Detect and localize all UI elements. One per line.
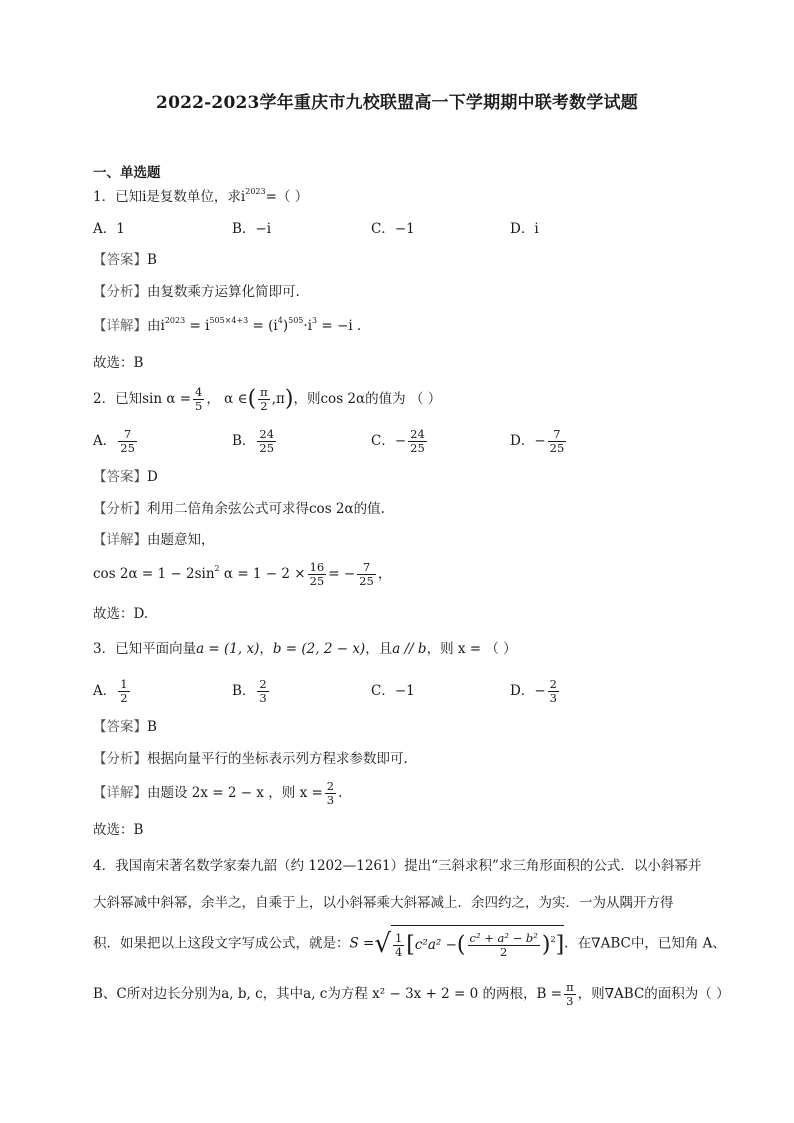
q4-quarter-frac xyxy=(393,932,404,959)
q2-option-b-frac xyxy=(257,428,276,455)
q2-stem-b: ， α ∈ xyxy=(206,391,248,407)
q2-option-d xyxy=(510,428,568,455)
q2-stem-c: ,π xyxy=(271,391,285,407)
q2-formula-f1-num: 16 xyxy=(309,560,325,574)
q1-answer-value: B xyxy=(147,252,157,268)
q1-option-a: A．1 xyxy=(93,221,125,237)
q2-formula-frac2 xyxy=(357,561,376,588)
q1-option-c: C．−1 xyxy=(371,221,415,237)
q1-detail-sup4: 505 xyxy=(288,316,304,325)
page-title: 2022-2023学年重庆市九校联盟高一下学期期中联考数学试题 xyxy=(156,93,638,113)
q2-stem-d: ，则cos 2α的值为 （ ） xyxy=(293,391,442,407)
q4-line4-frac xyxy=(564,981,576,1008)
q2-formula-f1-den: 25 xyxy=(309,574,325,588)
q1-detail-sup1: 2023 xyxy=(164,316,186,325)
q4-line-2: 大斜幂减中斜幂，余半之，自乘于上，以小斜幂乘大斜幂减上．余四约之，为实．一为从隅开方得 xyxy=(93,895,674,911)
q4-line3-b: ．在∇ABC中，已知角 A、 xyxy=(564,935,726,952)
q2-option-c-frac xyxy=(408,428,427,455)
q2-option-d-frac xyxy=(548,428,567,455)
q3-stem-a: 3．已知平面向量 xyxy=(93,641,197,657)
q2-formula-a: cos 2α = 1 − 2sin xyxy=(93,566,215,582)
q2-formula-sup: 2 xyxy=(214,564,220,573)
q3-detail xyxy=(93,780,342,807)
q2-option-a-label: A． xyxy=(93,433,117,449)
q3-option-d-label: D．− xyxy=(510,683,546,699)
q3-option-a-frac xyxy=(118,678,129,705)
q4-line3-a: 积．如果把以上这段文字写成公式，就是： xyxy=(93,935,350,952)
q3-detail-frac xyxy=(325,780,336,807)
section-heading: 一、单选题 xyxy=(93,165,161,181)
q4-left-bracket: [ xyxy=(406,932,415,958)
q2-formula-b: α = 1 − 2 × xyxy=(219,566,306,582)
q3-parallel: a // b xyxy=(392,641,427,657)
q1-detail-sup5: 3 xyxy=(312,316,318,325)
q2-optB-num: 24 xyxy=(259,427,275,441)
q2-left-paren: ( xyxy=(247,386,257,412)
question-2-stem xyxy=(93,386,441,413)
q4-left-paren: ( xyxy=(456,932,466,958)
q3-option-d-frac xyxy=(548,678,559,705)
q3-option-b-label: B． xyxy=(232,683,256,699)
q2-formula-c: = − xyxy=(328,566,356,582)
q1-analysis-text: 由复数乘方运算化简即可. xyxy=(147,284,300,300)
q2-option-b-label: B． xyxy=(232,433,256,449)
q2-frac1-den: 5 xyxy=(195,399,203,413)
q2-right-paren: ) xyxy=(284,386,294,412)
q1-option-d: D．i xyxy=(510,221,539,237)
q1-analysis-tag: 【分析】 xyxy=(93,284,147,300)
q4-line4-num: π xyxy=(566,980,574,994)
q1-stem-text: 1．已知i是复数单位，求i xyxy=(93,189,246,205)
q4-line4-a: B、C所对边长分别为a, b, c，其中a, c为方程 x² − 3x + 2 = 0 的两根，B = xyxy=(93,986,563,1002)
q3-choose: 故选：B xyxy=(93,822,144,838)
q1-answer-tag: 【答案】 xyxy=(93,252,147,268)
q2-detail-tag: 【详解】 xyxy=(93,532,147,548)
q2-formula-f2-num: 7 xyxy=(357,561,376,575)
q3-optD-den: 3 xyxy=(549,691,557,705)
q4-quarter-num: 1 xyxy=(394,931,403,945)
q2-option-b xyxy=(232,428,278,455)
q3-answer-tag: 【答案】 xyxy=(93,719,147,735)
q4-big-num: c² + a² − b² xyxy=(469,931,538,945)
q1-detail-d: ) xyxy=(282,318,289,334)
q2-option-a-frac xyxy=(118,428,137,455)
q3-option-b-frac xyxy=(257,678,268,705)
q2-choose: 故选：D. xyxy=(93,606,149,622)
sqrt-icon: √ xyxy=(374,928,391,959)
q2-optB-den: 25 xyxy=(259,441,275,455)
q2-optD-den: 25 xyxy=(549,441,565,455)
q4-line4-b: ，则∇ABC的面积为（ ） xyxy=(577,986,730,1002)
q3-stem-b: ，且 xyxy=(365,641,393,657)
q2-frac-pi-2 xyxy=(258,386,270,413)
q3-option-c: C．−1 xyxy=(371,683,415,699)
q4-formula-inner: c²a² − xyxy=(414,937,457,953)
q3-option-a xyxy=(93,678,132,705)
q1-answer xyxy=(93,250,157,270)
question-3-stem xyxy=(93,639,517,659)
q2-answer xyxy=(93,467,158,487)
q1-detail-sup3: 4 xyxy=(277,316,283,325)
q2-answer-tag: 【答案】 xyxy=(93,469,147,485)
q3-detail-num: 2 xyxy=(326,779,335,793)
q3-analysis xyxy=(93,749,408,769)
q2-formula-frac1 xyxy=(308,561,327,588)
q2-detail xyxy=(93,530,215,550)
q4-line-4 xyxy=(93,981,730,1008)
q4-right-bracket: ] xyxy=(555,932,565,958)
q3-detail-a: 由题设 2x = 2 − x ，则 x = xyxy=(147,785,323,801)
q3-option-b xyxy=(232,678,271,705)
q2-analysis-text: 利用二倍角余弦公式可求得cos 2α的值. xyxy=(147,501,385,517)
q4-formula-s: S = xyxy=(349,935,375,952)
q2-formula-d: ， xyxy=(377,566,392,582)
q2-formula-f2-den: 25 xyxy=(359,574,374,588)
q1-stem-exponent: 2023 xyxy=(245,187,266,196)
q2-stem-a: 2．已知sin α = xyxy=(93,391,192,407)
q3-option-d xyxy=(510,678,561,705)
q3-detail-den: 3 xyxy=(326,793,335,807)
q2-frac2-den: 2 xyxy=(260,399,268,413)
q2-answer-value: D xyxy=(147,469,158,485)
q1-option-b: B．−i xyxy=(232,221,272,237)
q4-line4-den: 3 xyxy=(566,994,574,1008)
q3-optB-num: 2 xyxy=(259,677,267,691)
q2-option-c xyxy=(371,428,429,455)
q3-sep: ， xyxy=(259,641,273,657)
q2-optA-den: 25 xyxy=(120,441,135,455)
q3-optA-den: 2 xyxy=(120,691,128,705)
q1-detail-f: = −i . xyxy=(317,318,362,334)
q4-formula-square: 2 xyxy=(550,935,556,944)
q3-optB-den: 3 xyxy=(259,691,267,705)
q3-stem-c: ，则 x = （ ） xyxy=(426,641,517,657)
q1-detail-e: ·i xyxy=(303,318,313,334)
q2-formula xyxy=(93,561,391,588)
q1-detail-tag: 【详解】 xyxy=(93,318,147,334)
q3-vector-a: a = (1, x) xyxy=(196,641,260,657)
question-1-stem xyxy=(93,187,308,207)
q1-stem-end: =（ ） xyxy=(265,189,309,205)
q3-detail-b: . xyxy=(338,785,343,801)
q3-option-a-label: A． xyxy=(93,683,117,699)
q2-optA-num: 7 xyxy=(118,428,137,442)
q2-option-d-label: D．− xyxy=(510,433,546,449)
q2-frac2-num: π xyxy=(260,385,268,399)
q1-detail-c: = (i xyxy=(248,318,278,334)
q4-line-3 xyxy=(93,925,726,963)
q2-frac-4-5 xyxy=(193,386,204,413)
q1-detail-a: 由i xyxy=(147,318,165,334)
q3-answer-value: B xyxy=(147,719,157,735)
q3-vector-b: b = (2, 2 − x) xyxy=(272,641,366,657)
q4-quarter-den: 4 xyxy=(394,945,403,959)
q1-detail-b: = i xyxy=(185,318,210,334)
q4-right-paren: ) xyxy=(541,932,551,958)
q2-optD-num: 7 xyxy=(548,428,567,442)
q3-analysis-tag: 【分析】 xyxy=(93,751,147,767)
q3-optD-num: 2 xyxy=(549,677,557,691)
q4-sqrt-body xyxy=(391,925,564,963)
q1-detail-sup2: 505×4+3 xyxy=(209,316,249,325)
q4-big-den: 2 xyxy=(500,945,508,959)
q2-detail-text: 由题意知， xyxy=(147,532,215,548)
q2-optC-den: 25 xyxy=(410,441,425,455)
q2-analysis xyxy=(93,499,385,519)
q3-detail-tag: 【详解】 xyxy=(93,785,147,801)
q2-option-c-label: C．− xyxy=(371,433,407,449)
q1-detail xyxy=(93,316,361,336)
q1-choose: 故选：B xyxy=(93,355,144,371)
q2-analysis-tag: 【分析】 xyxy=(93,501,147,517)
q1-analysis xyxy=(93,282,300,302)
q4-line-1: 4．我国南宋著名数学家秦九韶（约 1202—1261）提出“三斜求积”求三角形面积的公式．以小斜幂并 xyxy=(93,858,702,874)
q2-frac1-num: 4 xyxy=(195,385,203,399)
q2-optC-num: 24 xyxy=(410,427,425,441)
q3-answer xyxy=(93,717,157,737)
q3-optA-num: 1 xyxy=(120,677,128,691)
q3-analysis-text: 根据向量平行的坐标表示列方程求参数即可. xyxy=(147,751,408,767)
q4-big-frac xyxy=(468,932,540,959)
q2-option-a xyxy=(93,428,139,455)
